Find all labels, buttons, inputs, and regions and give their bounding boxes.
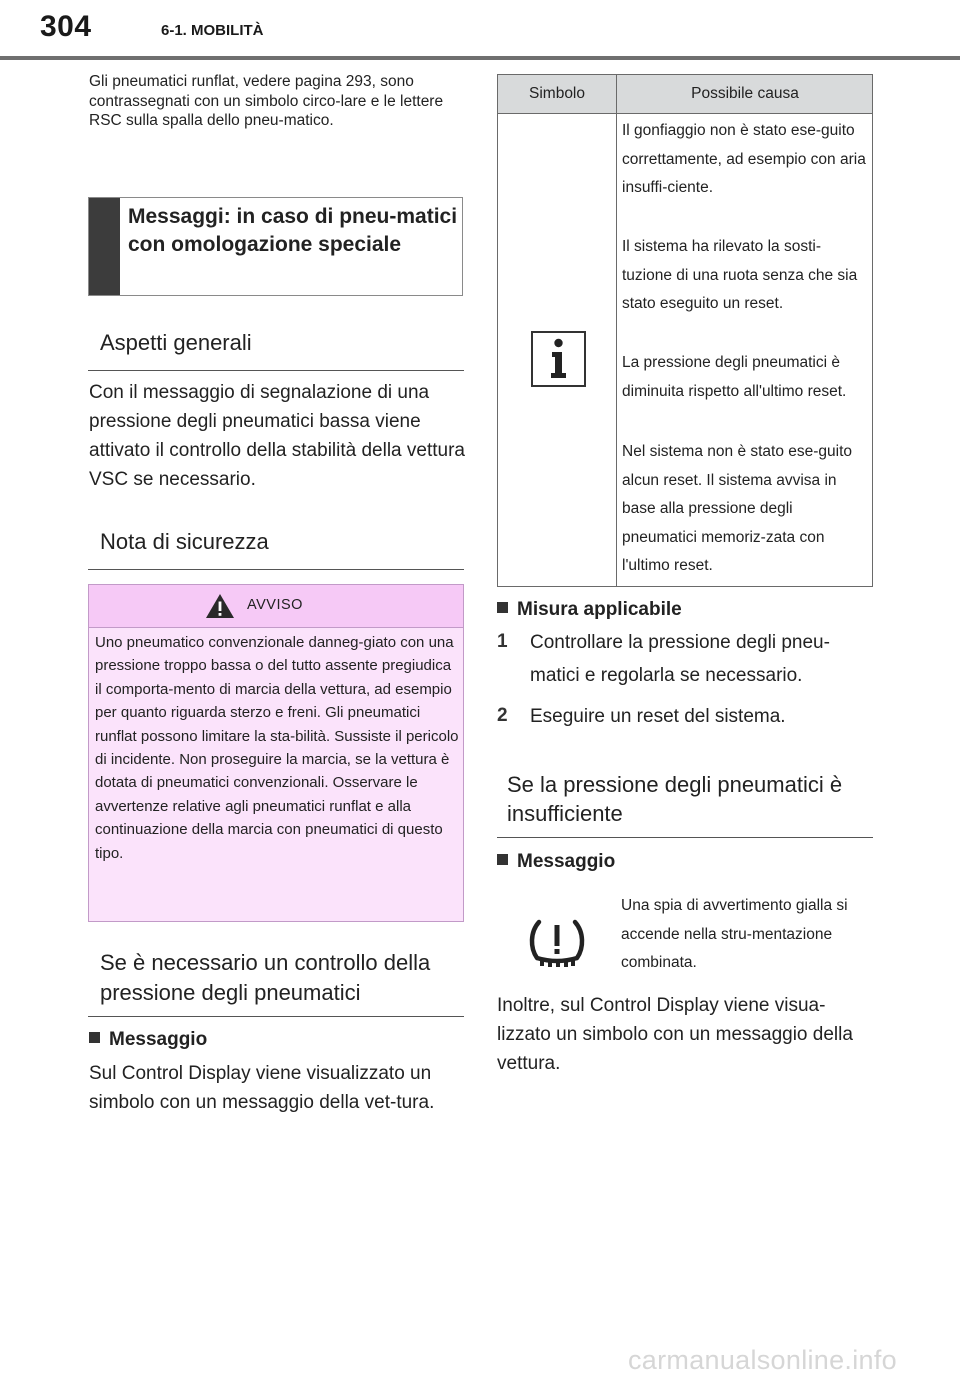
check-needed-bullet-label: Messaggio — [109, 1029, 208, 1050]
table-header-row — [498, 75, 872, 114]
table-cause-3: La pressione degli pneumatici è diminuita rispetto all'ultimo reset. — [622, 354, 847, 400]
warning-box — [88, 584, 464, 922]
warning-title: AVVISO — [247, 597, 303, 613]
table-cause-2: Il sistema ha rilevato la sosti-tuzione di una ruota senza che sia stato eseguito un reset. — [622, 238, 858, 312]
check-needed-bullet — [89, 1029, 207, 1051]
insufficient-bullet-label: Messaggio — [517, 851, 616, 872]
insufficient-heading: Se la pressione degli pneumatici è insufficiente — [497, 766, 873, 838]
table-header-symbol: Simbolo — [529, 85, 585, 102]
messages-section-title: Messaggi: in caso di pneu-matici con omologazione speciale — [128, 205, 458, 256]
check-needed-heading: Se è necessario un controllo della pressione degli pneumatici — [88, 944, 464, 1017]
intro-paragraph: Gli pneumatici runflat, vedere pagina 293, sono contrassegnati con un simbolo circo-lare e le lettere RSC sulla spalla dello pneu-matico. — [89, 73, 444, 129]
info-icon — [531, 331, 586, 387]
messages-section-box — [88, 197, 463, 296]
header-rule — [0, 56, 960, 60]
bullet-square-icon — [497, 854, 508, 865]
general-heading: Aspetti generali — [88, 327, 464, 371]
warning-triangle-icon — [205, 593, 235, 619]
step-number-2: 2 — [497, 705, 508, 726]
bullet-square-icon — [497, 602, 508, 613]
section-label: 6-1. MOBILITÀ — [161, 22, 264, 39]
warning-body: Uno pneumatico convenzionale danneg-giato con una pressione troppo bassa o del tutto assente pregiudica il comporta-mento di marcia della vettura, ad esempio per quanto riguarda sterzo e freni. Gli pneumatici runflat possono limitare la sta-bilità. Sussiste il pericolo di incidente. Non proseguire la marcia, se la vettura è dotata di pneumatici convenzionali. Osservare le avvertenze relative agli pneumatici runflat e alla continuazione della marcia con pneumatici di questo tipo. — [95, 634, 459, 862]
step-number-1: 1 — [497, 631, 508, 652]
check-needed-body: Sul Control Display viene visualizzato un simbolo con un messaggio della vet-tura. — [89, 1063, 435, 1113]
step-text-1: Controllare la pressione degli pneu-matici e regolarla se necessario. — [530, 632, 830, 686]
step-text-2: Eseguire un reset del sistema. — [530, 706, 786, 727]
measure-bullet — [497, 599, 682, 621]
tire-pressure-warning-icon — [526, 918, 588, 970]
table-header-cause: Possibile causa — [691, 85, 799, 102]
insufficient-body: Inoltre, sul Control Display viene visua-lizzato un simbolo con un messaggio della vettura. — [497, 995, 853, 1074]
page-number: 304 — [40, 10, 92, 43]
measure-bullet-label: Misura applicabile — [517, 599, 682, 620]
insufficient-bullet — [497, 851, 615, 873]
section-bar — [89, 198, 120, 295]
bullet-square-icon — [89, 1032, 100, 1043]
general-body: Con il messaggio di segnalazione di una pressione degli pneumatici bassa viene attivato il controllo della stabilità della vettura VSC se necessario. — [89, 382, 465, 490]
table-column-divider — [616, 75, 617, 586]
watermark: carmanualsonline.info — [628, 1345, 897, 1375]
tire-warning-description: Una spia di avvertimento gialla si accende nella stru-mentazione combinata. — [621, 897, 848, 971]
warning-header — [89, 585, 463, 628]
safety-heading: Nota di sicurezza — [88, 526, 464, 570]
table-cause-1: Il gonfiaggio non è stato ese-guito correttamente, ad esempio con aria insuffi-ciente. — [622, 122, 866, 196]
symbol-cause-table — [497, 74, 873, 587]
table-cause-4: Nel sistema non è stato ese-guito alcun reset. Il sistema avvisa in base alla pressione degli pneumatici memoriz-zata con l'ultimo reset. — [622, 443, 853, 574]
